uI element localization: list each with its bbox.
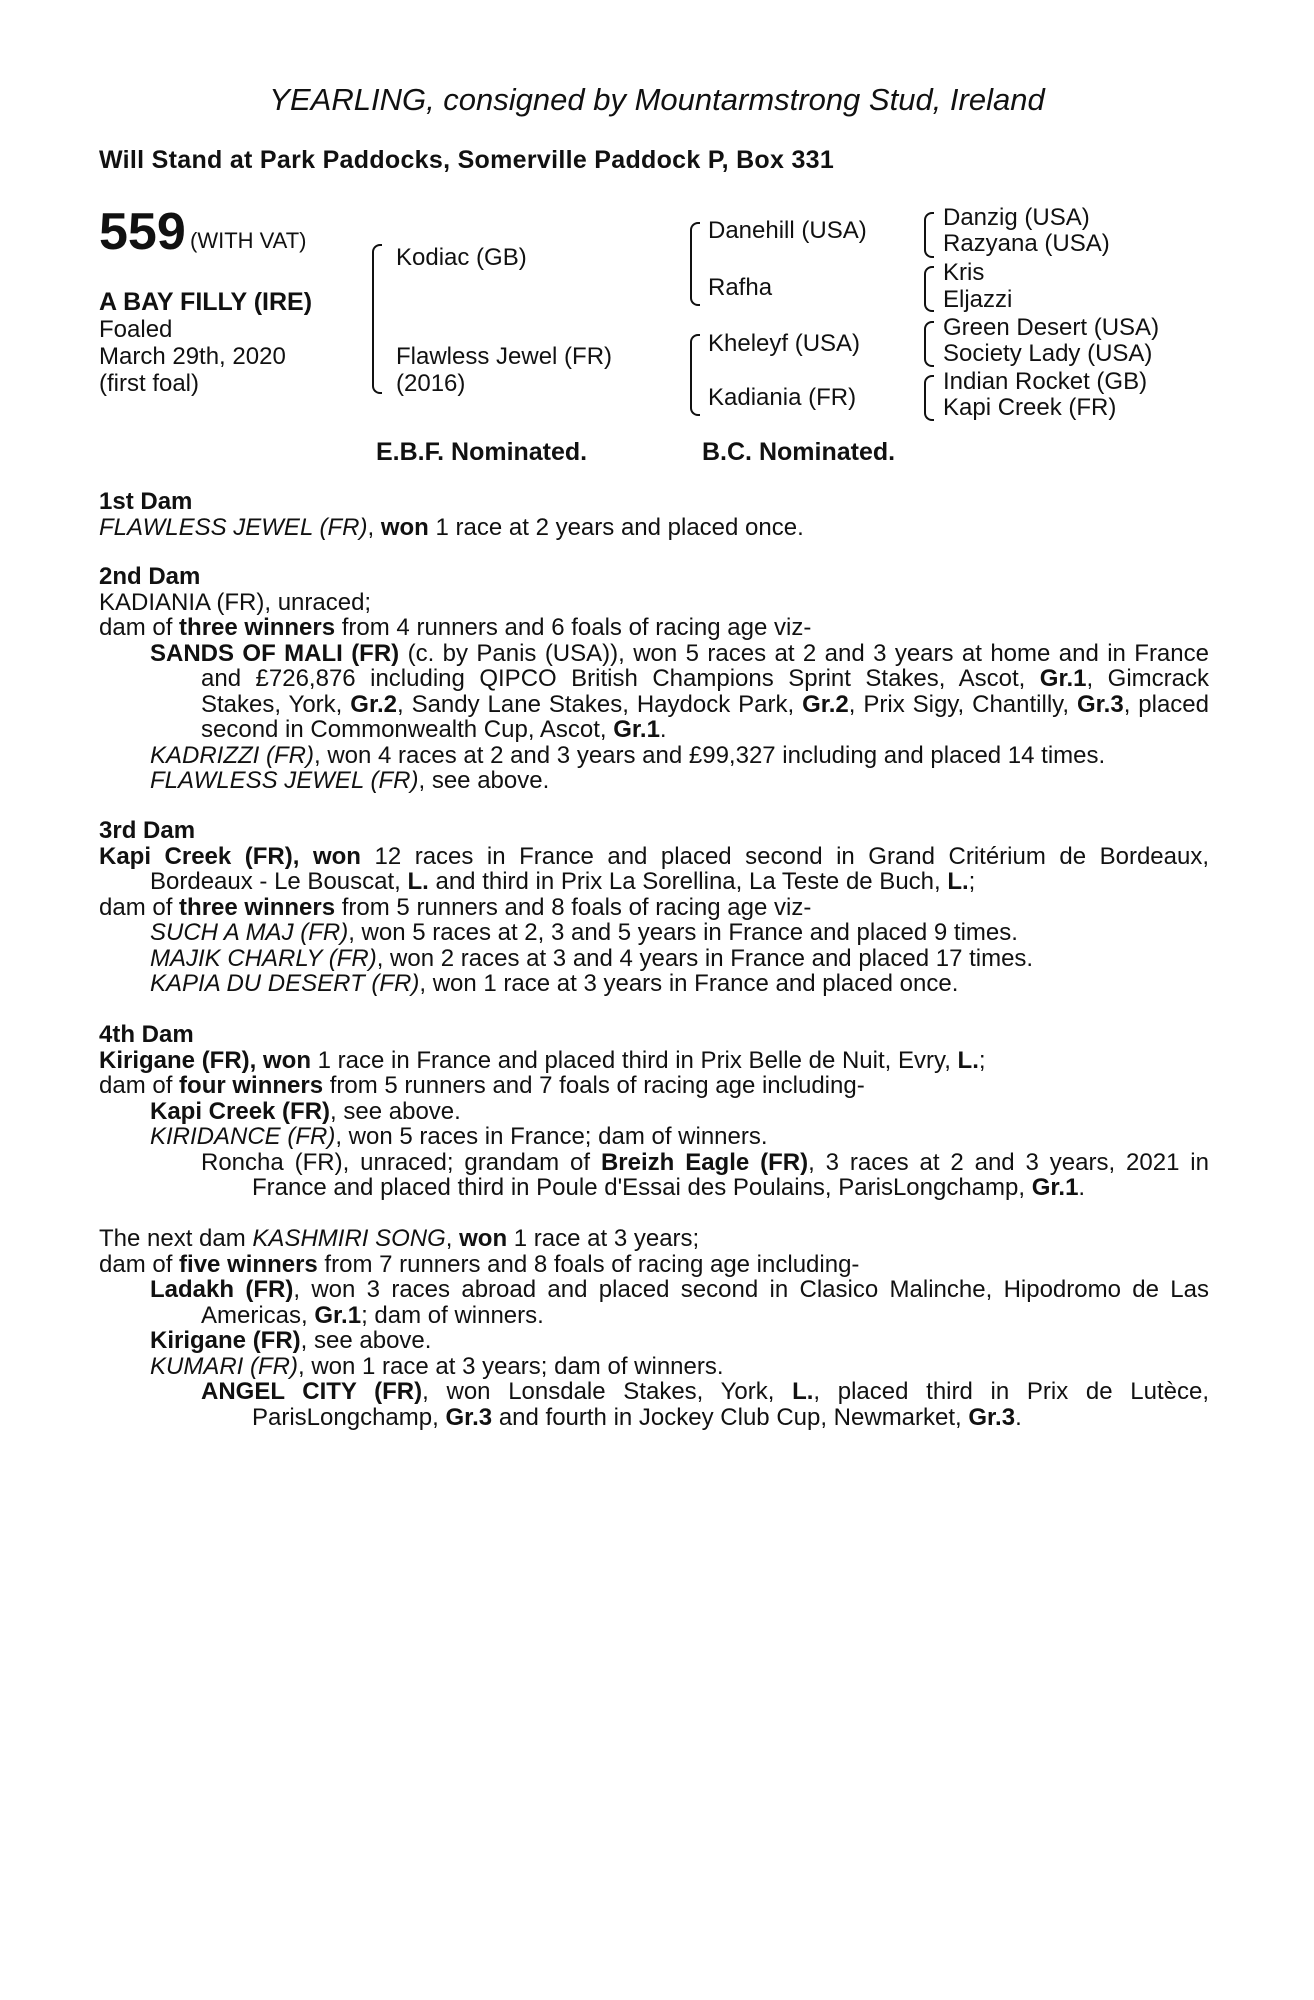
foaled-label: Foaled: [99, 316, 173, 343]
fourth-dam-section: 4th Dam Kirigane (FR), won 1 race in France and placed third in Prix Belle de Nuit, Evry, L.; dam of four winners from 5 runners and 7 foals of racing age including- Kapi Creek (FR), see above. KIRIDANCE (FR), won 5 races in France; dam of winners. Roncha (FR), unraced; grandam of Breizh Eagle (FR), 3 races at 2 and 3 years, 2021 in France and placed third in Poule d'Essai des Poulains, ParisLongchamp, Gr.1.: [99, 1021, 1209, 1201]
second-dam-section: 2nd Dam KADIANIA (FR), unraced; dam of three winners from 4 runners and 6 foals of racing age viz- SANDS OF MALI (FR) (c. by Panis (USA)), won 5 races at 2 and 3 years at home and in France and £726,876 including QIPCO British Champions Sprint Stakes, Ascot, Gr.1, Gimcrack Stakes, York, Gr.2, Sandy Lane Stakes, Haydock Park, Gr.2, Prix Sigy, Chantilly, Gr.3, placed second in Commonwealth Cup, Ascot, Gr.1. KADRIZZI (FR), won 4 races at 2 and 3 years and £99,327 including and placed 14 times. FLAWLESS JEWEL (FR), see above.: [99, 563, 1210, 794]
progeny-entry: SUCH A MAJ (FR), won 5 races at 2, 3 and 5 years in France and placed 9 times.: [150, 919, 1018, 946]
pedigree-brace: [924, 321, 934, 367]
dam-intro: KADIANIA (FR), unraced;: [99, 588, 372, 616]
grand-ancestor: Green Desert (USA): [943, 314, 1160, 341]
progeny-entry: MAJIK CHARLY (FR), won 2 races at 3 and 4 years in France and placed 17 times.: [150, 944, 1034, 972]
pedigree-brace: [924, 375, 934, 421]
sire: Kodiac (GB): [396, 244, 527, 271]
dam-record: Kapi Creek (FR), won 12 races in France and placed second in Grand Critérium de Bordeaux, Bordeaux - Le Bouscat, L. and third in Prix La Sorellina, La Teste de Buch, L.;: [99, 842, 1210, 895]
ebf-nomination: E.B.F. Nominated.: [376, 438, 588, 466]
catalogue-title: YEARLING, consigned by Mountarmstrong Stud, Ireland: [269, 82, 1045, 117]
section-heading: 1st Dam: [99, 488, 193, 515]
section-heading: 3rd Dam: [99, 817, 196, 844]
dam-sire: Kheleyf (USA): [708, 330, 861, 357]
progeny-entry: FLAWLESS JEWEL (FR), see above.: [150, 767, 550, 794]
first-dam-section: 1st Dam FLAWLESS JEWEL (FR), won 1 race at 2 years and placed once.: [99, 489, 1209, 540]
pedigree-brace: [924, 266, 934, 312]
grand-ancestor: Razyana (USA): [943, 230, 1110, 257]
grand-ancestor: Kapi Creek (FR): [943, 394, 1117, 421]
progeny-entry: Kirigane (FR), see above.: [150, 1327, 432, 1354]
grand-ancestor: Kris: [943, 259, 985, 286]
horse-name: A BAY FILLY (IRE): [99, 288, 313, 316]
dam: Flawless Jewel (FR): [396, 343, 613, 370]
dam-name: FLAWLESS JEWEL (FR): [99, 513, 368, 541]
vat-note: (WITH VAT): [190, 228, 307, 253]
section-heading: 4th Dam: [99, 1021, 194, 1048]
pedigree-brace: [690, 334, 700, 416]
progeny-entry: Roncha (FR), unraced; grandam of Breizh Eagle (FR), 3 races at 2 and 3 years, 2021 in France and placed third in Poule d'Essai des Poulains, ParisLongchamp, Gr.1.: [201, 1148, 1209, 1201]
sire-sire: Danehill (USA): [708, 217, 867, 244]
lot-number: 559: [99, 203, 186, 261]
pedigree-brace: [924, 212, 934, 258]
bc-nomination: B.C. Nominated.: [702, 438, 896, 466]
progeny-entry: KIRIDANCE (FR), won 5 races in France; dam of winners.: [150, 1123, 768, 1150]
grand-ancestor: Eljazzi: [943, 286, 1013, 313]
grand-ancestor: Indian Rocket (GB): [943, 368, 1148, 395]
grand-ancestor: Danzig (USA): [943, 204, 1090, 231]
progeny-entry: KAPIA DU DESERT (FR), won 1 race at 3 years in France and placed once.: [150, 970, 959, 997]
section-heading: 2nd Dam: [99, 563, 201, 590]
progeny-entry: KADRIZZI (FR), won 4 races at 2 and 3 years and £99,327 including and placed 14 times.: [150, 741, 1106, 769]
stand-location: Will Stand at Park Paddocks, Somerville Paddock P, Box 331: [99, 146, 835, 174]
foal-note: (first foal): [99, 370, 200, 397]
dam-dam: Kadiania (FR): [708, 384, 857, 411]
progeny-entry: Ladakh (FR), won 3 races abroad and placed second in Clasico Malinche, Hipodromo de Las Americas, Gr.1; dam of winners.: [150, 1276, 1209, 1329]
pedigree-brace: [372, 244, 382, 394]
progeny-entry: KUMARI (FR), won 1 race at 3 years; dam of winners.: [150, 1352, 724, 1380]
pedigree-brace: [690, 222, 700, 306]
progeny-entry: SANDS OF MALI (FR) (c. by Panis (USA)), won 5 races at 2 and 3 years at home and in France and £726,876 including QIPCO British Champions Sprint Stakes, Ascot, Gr.1, Gimcrack Stakes, York, Gr.2, Sandy Lane Stakes, Haydock Park, Gr.2, Prix Sigy, Chantilly, Gr.3, placed second in Commonwealth Cup, Ascot, Gr.1.: [150, 639, 1210, 743]
grand-ancestor: Society Lady (USA): [943, 340, 1153, 367]
progeny-entry: ANGEL CITY (FR), won Lonsdale Stakes, York, L., placed third in Prix de Lutèce, ParisLongchamp, Gr.3 and fourth in Jockey Club Cup, Newmarket, Gr.3.: [201, 1378, 1209, 1431]
progeny-entry: Kapi Creek (FR), see above.: [150, 1097, 461, 1125]
dam-year: (2016): [396, 370, 466, 397]
sire-dam: Rafha: [708, 274, 773, 301]
next-dam-section: The next dam KASHMIRI SONG, won 1 race at 3 years; dam of five winners from 7 runners and 8 foals of racing age including- Ladakh (FR), won 3 races abroad and placed second in Clasico Malinche, Hipodromo de Las Americas, Gr.1; dam of winners. Kirigane (FR), see above. KUMARI (FR), won 1 race at 3 years; dam of winners. ANGEL CITY (FR), won Lonsdale Stakes, York, L., placed third in Prix de Lutèce, ParisLongchamp, Gr.3 and fourth in Jockey Club Cup, Newmarket, Gr.3.: [99, 1225, 1209, 1431]
third-dam-section: 3rd Dam Kapi Creek (FR), won 12 races in France and placed second in Grand Critérium de Bordeaux, Bordeaux - Le Bouscat, L. and third in Prix La Sorellina, La Teste de Buch, L.; dam of three winners from 5 runners and 8 foals of racing age viz- SUCH A MAJ (FR), won 5 races at 2, 3 and 5 years in France and placed 9 times. MAJIK CHARLY (FR), won 2 races at 3 and 4 years in France and placed 17 times. KAPIA DU DESERT (FR), won 1 race at 3 years in France and placed once.: [99, 817, 1210, 997]
foaled-date: March 29th, 2020: [99, 343, 286, 370]
